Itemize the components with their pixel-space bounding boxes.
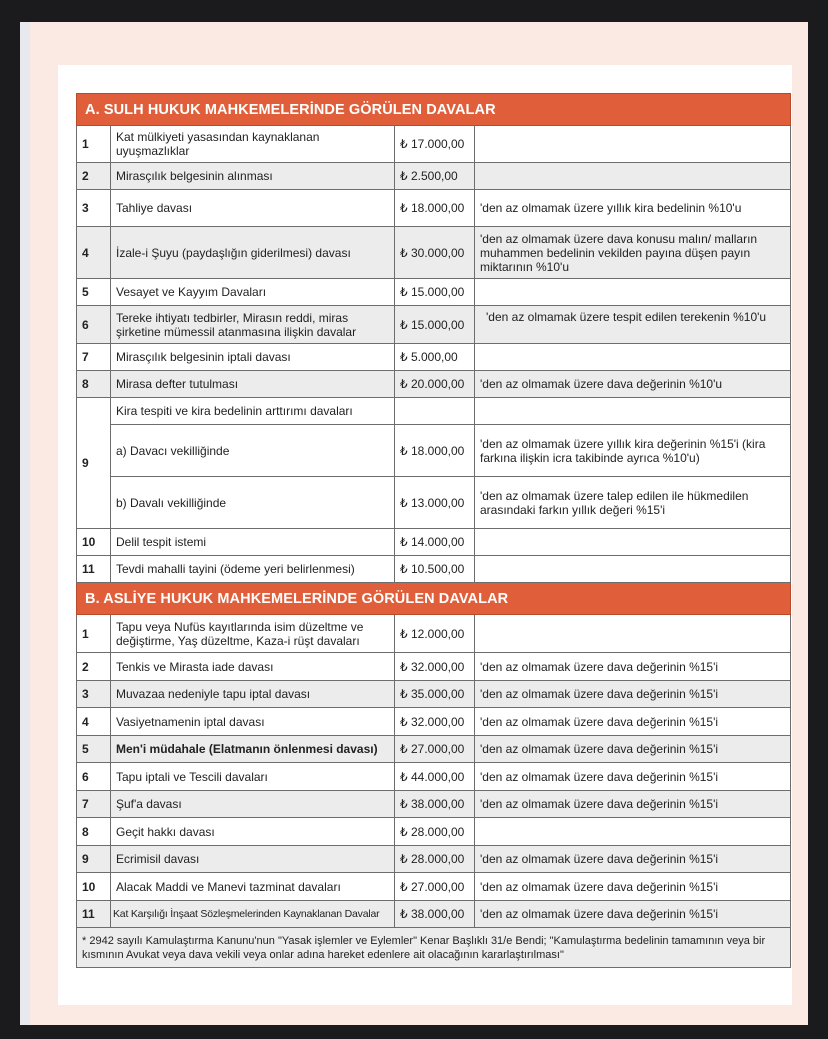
fee-note	[475, 398, 791, 425]
row-number: 1	[77, 126, 111, 163]
fee-note: 'den az olmamak üzere dava değerinin %15'i	[475, 708, 791, 736]
row-number: 10	[77, 873, 111, 901]
table-row	[77, 163, 791, 190]
section-a-header	[77, 94, 791, 126]
fee-note: 'den az olmamak üzere dava değerinin %15'i	[475, 763, 791, 791]
fee-note: 'den az olmamak üzere tespit edilen terekenin %10'u	[475, 306, 791, 344]
table-row	[77, 763, 791, 791]
case-name: Mirasçılık belgesinin alınması	[111, 163, 395, 190]
fee-amount: ₺ 10.500,00	[395, 556, 475, 583]
table-row	[77, 227, 791, 279]
table-row	[77, 846, 791, 873]
fee-note: 'den az olmamak üzere talep edilen ile hükmedilen arasındaki farkın yıllık değeri %15'i	[475, 477, 791, 529]
row-number: 5	[77, 736, 111, 763]
fee-table	[76, 93, 791, 968]
fee-note: 'den az olmamak üzere dava değerinin %15'i	[475, 791, 791, 818]
row-number: 5	[77, 279, 111, 306]
case-name: İzale-i Şuyu (paydaşlığın giderilmesi) davası	[111, 227, 395, 279]
fee-amount: ₺ 28.000,00	[395, 818, 475, 846]
fee-amount: ₺ 35.000,00	[395, 681, 475, 708]
table-row	[77, 681, 791, 708]
table-row	[77, 791, 791, 818]
table-row	[77, 556, 791, 583]
fee-amount: ₺ 27.000,00	[395, 873, 475, 901]
case-name: Men'i müdahale (Elatmanın önlenmesi davası)	[111, 736, 395, 763]
fee-amount: ₺ 38.000,00	[395, 901, 475, 928]
case-name: Kat Karşılığı İnşaat Sözleşmelerinden Kaynaklanan Davalar	[111, 901, 395, 928]
table-row	[77, 344, 791, 371]
case-name: Mirasa defter tutulması	[111, 371, 395, 398]
fee-amount: ₺ 28.000,00	[395, 846, 475, 873]
table-row	[77, 873, 791, 901]
fee-amount: ₺ 14.000,00	[395, 529, 475, 556]
case-name: Vasiyetnamenin iptal davası	[111, 708, 395, 736]
fee-amount: ₺ 44.000,00	[395, 763, 475, 791]
case-name: a) Davacı vekilliğinde	[111, 425, 395, 477]
fee-note: 'den az olmamak üzere dava değerinin %15'i	[475, 846, 791, 873]
case-name: Tevdi mahalli tayini (ödeme yeri belirlenmesi)	[111, 556, 395, 583]
fee-amount: ₺ 18.000,00	[395, 425, 475, 477]
fee-note	[475, 556, 791, 583]
case-name: Kira tespiti ve kira bedelinin arttırımı davaları	[111, 398, 395, 425]
table-row	[77, 425, 791, 477]
table-row	[77, 279, 791, 306]
table-row	[77, 901, 791, 928]
case-name: Tenkis ve Mirasta iade davası	[111, 653, 395, 681]
table-row	[77, 818, 791, 846]
fee-amount: ₺ 32.000,00	[395, 708, 475, 736]
case-name: Tereke ihtiyatı tedbirler, Mirasın reddi, miras şirketine mümessil atanmasına ilişkin davalar	[111, 306, 395, 344]
fee-amount: ₺ 17.000,00	[395, 126, 475, 163]
fee-amount: ₺ 12.000,00	[395, 615, 475, 653]
table-row	[77, 529, 791, 556]
row-number: 2	[77, 653, 111, 681]
section-b-header	[77, 583, 791, 615]
table-row	[77, 653, 791, 681]
fee-note: 'den az olmamak üzere dava değerinin %15'i	[475, 681, 791, 708]
case-name: Geçit hakkı davası	[111, 818, 395, 846]
row-number: 4	[77, 227, 111, 279]
table-row	[77, 398, 791, 425]
document-sheet	[58, 65, 792, 1005]
fee-note	[475, 818, 791, 846]
fee-amount: ₺ 15.000,00	[395, 306, 475, 344]
fee-amount: ₺ 30.000,00	[395, 227, 475, 279]
row-number: 4	[77, 708, 111, 736]
fee-note: 'den az olmamak üzere dava değerinin %15'i	[475, 653, 791, 681]
fee-note: 'den az olmamak üzere dava değerinin %15'i	[475, 736, 791, 763]
table-row	[77, 371, 791, 398]
fee-amount: ₺ 5.000,00	[395, 344, 475, 371]
fee-amount: ₺ 13.000,00	[395, 477, 475, 529]
case-name: Mirasçılık belgesinin iptali davası	[111, 344, 395, 371]
fee-note	[475, 529, 791, 556]
fee-amount: ₺ 2.500,00	[395, 163, 475, 190]
row-number: 11	[77, 901, 111, 928]
fee-note: 'den az olmamak üzere yıllık kira değerinin %15'i (kira farkına ilişkin icra takibinde ayrıca %10'u)	[475, 425, 791, 477]
fee-note	[475, 163, 791, 190]
fee-note	[475, 279, 791, 306]
row-number: 8	[77, 371, 111, 398]
row-number: 7	[77, 344, 111, 371]
fee-amount: ₺ 32.000,00	[395, 653, 475, 681]
footnote-row	[77, 928, 791, 968]
fee-amount: ₺ 20.000,00	[395, 371, 475, 398]
frame-left-strip	[20, 22, 30, 1025]
footnote: * 2942 sayılı Kamulaştırma Kanunu'nun "Yasak işlemler ve Eylemler" Kenar Başlıklı 31/e Bendi; "Kamulaştırma bedelinin tamamının veya bir kısmının Avukat veya dava vekili veya onlar adına hareket edenlere ait olacağının kararlaştırılması"	[77, 928, 791, 968]
section-a-title: A. SULH HUKUK MAHKEMELERİNDE GÖRÜLEN DAVALAR	[77, 94, 791, 126]
row-number: 11	[77, 556, 111, 583]
table-row	[77, 708, 791, 736]
case-name: Ecrimisil davası	[111, 846, 395, 873]
row-number: 3	[77, 681, 111, 708]
fee-note	[475, 615, 791, 653]
row-number: 1	[77, 615, 111, 653]
table-row	[77, 190, 791, 227]
case-name: Muvazaa nedeniyle tapu iptal davası	[111, 681, 395, 708]
table-row	[77, 615, 791, 653]
case-name: Tapu iptali ve Tescili davaları	[111, 763, 395, 791]
page-frame	[20, 22, 808, 1025]
case-name: b) Davalı vekilliğinde	[111, 477, 395, 529]
row-number: 10	[77, 529, 111, 556]
row-number: 8	[77, 818, 111, 846]
row-number: 3	[77, 190, 111, 227]
fee-note: 'den az olmamak üzere dava değerinin %15'i	[475, 873, 791, 901]
fee-note	[475, 126, 791, 163]
row-number: 6	[77, 306, 111, 344]
fee-note: 'den az olmamak üzere yıllık kira bedelinin %10'u	[475, 190, 791, 227]
fee-amount	[395, 398, 475, 425]
case-name: Şuf'a davası	[111, 791, 395, 818]
case-name: Tapu veya Nufüs kayıtlarında isim düzeltme ve değiştirme, Yaş düzeltme, Kaza-i rüşt davaları	[111, 615, 395, 653]
row-number: 2	[77, 163, 111, 190]
table-row	[77, 477, 791, 529]
row-number: 7	[77, 791, 111, 818]
fee-amount: ₺ 27.000,00	[395, 736, 475, 763]
row-number: 9	[77, 398, 111, 529]
row-number: 6	[77, 763, 111, 791]
row-number: 9	[77, 846, 111, 873]
case-name: Vesayet ve Kayyım Davaları	[111, 279, 395, 306]
case-name: Kat mülkiyeti yasasından kaynaklanan uyuşmazlıklar	[111, 126, 395, 163]
fee-note: 'den az olmamak üzere dava değerinin %15'i	[475, 901, 791, 928]
table-row	[77, 306, 791, 344]
fee-amount: ₺ 15.000,00	[395, 279, 475, 306]
section-b-title: B. ASLİYE HUKUK MAHKEMELERİNDE GÖRÜLEN DAVALAR	[77, 583, 791, 615]
case-name: Alacak Maddi ve Manevi tazminat davaları	[111, 873, 395, 901]
fee-note: 'den az olmamak üzere dava konusu malın/ malların muhammen bedelinin vekilden payına düşen payın miktarının %10'u	[475, 227, 791, 279]
table-row	[77, 736, 791, 763]
fee-amount: ₺ 18.000,00	[395, 190, 475, 227]
fee-amount: ₺ 38.000,00	[395, 791, 475, 818]
fee-note	[475, 344, 791, 371]
fee-note: 'den az olmamak üzere dava değerinin %10'u	[475, 371, 791, 398]
table-row	[77, 126, 791, 163]
case-name: Tahliye davası	[111, 190, 395, 227]
case-name: Delil tespit istemi	[111, 529, 395, 556]
